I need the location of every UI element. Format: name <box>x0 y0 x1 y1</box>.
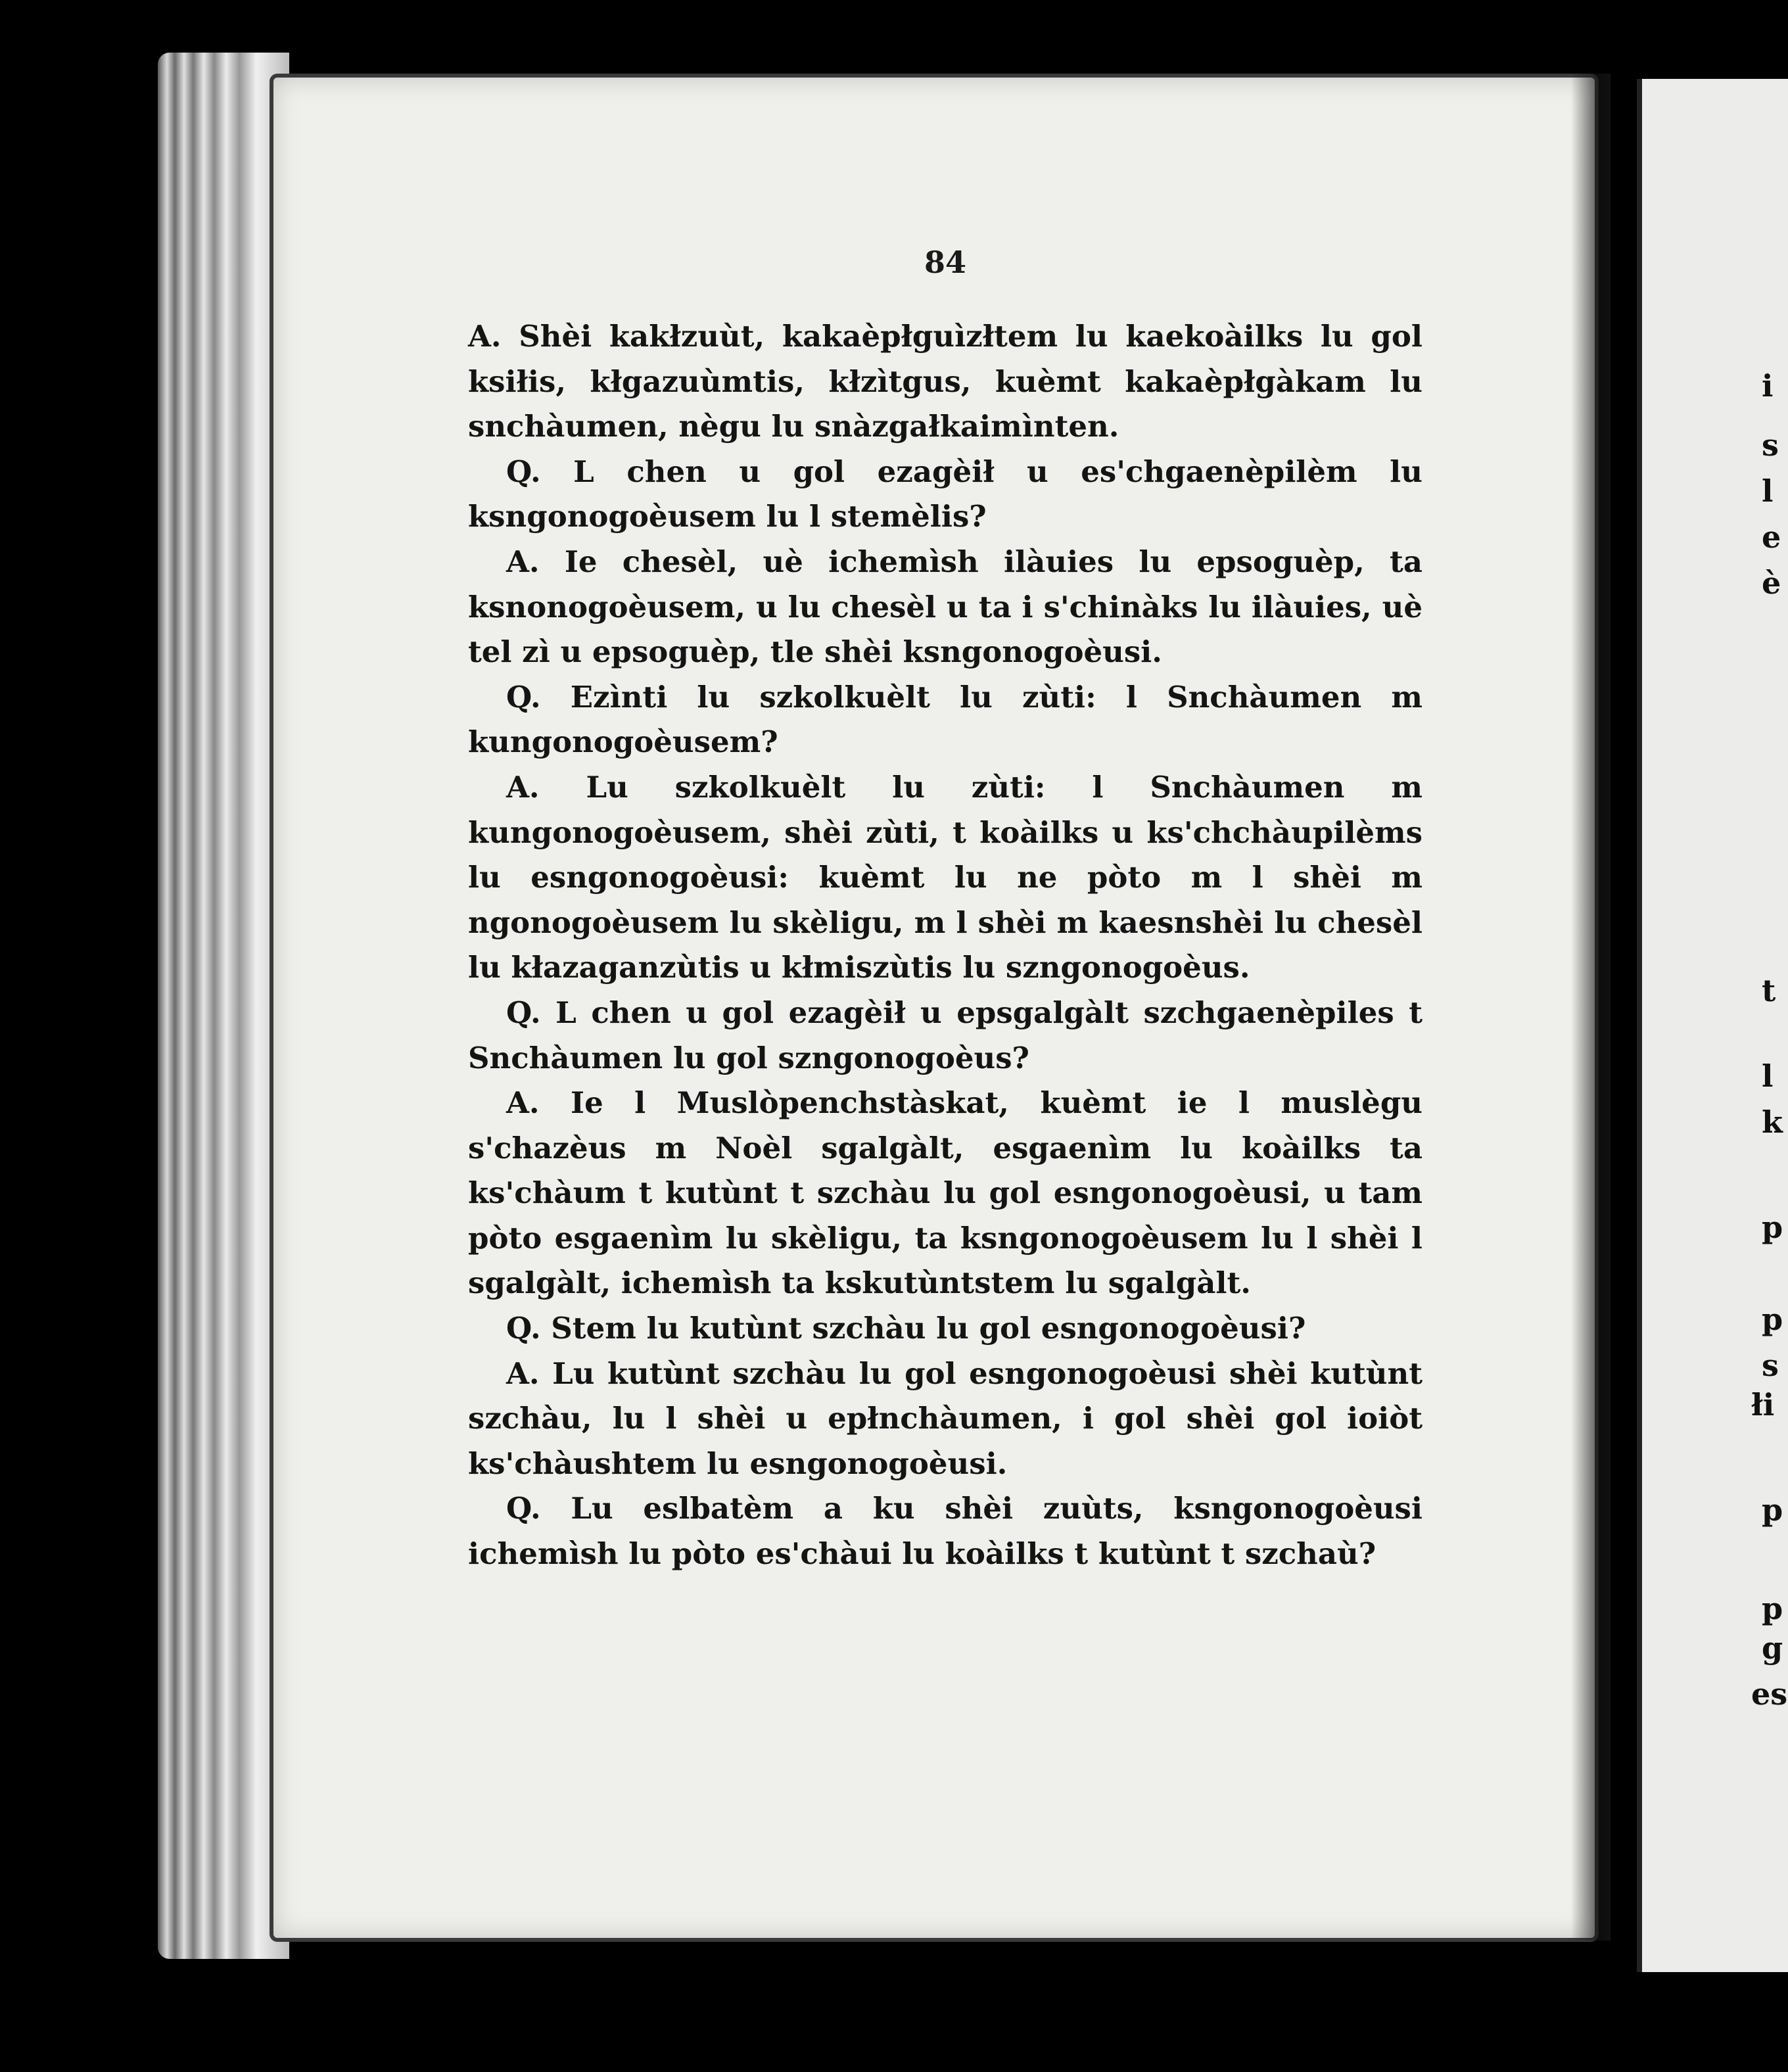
paragraph-label: Q. <box>506 1311 541 1346</box>
paragraph-text: Ie chesèl, uè ichemìsh ilàuies lu epsoguèp, ta ksnonogoèusem, u lu chesèl u ta i s'chinàks lu ilàuies, uè tel zì u epsoguèp, tle shèi ksngonogoèusi. <box>468 544 1423 670</box>
paragraph-label: A. <box>506 544 540 579</box>
paragraph <box>468 1352 1423 1487</box>
facing-page-fragment: l <box>1762 1058 1774 1094</box>
page-number: 84 <box>924 245 966 280</box>
paragraph-text: Lu kutùnt szchàu lu gol esngonogoèusi shèi kutùnt szchàu, lu l shèi u epłnchàumen, i gol shèi gol ioiòt ks'chàushtem lu esngonogoèusi. <box>468 1355 1423 1481</box>
paragraph-text: L chen u gol ezagèił u es'chgaenèpilèm lu ksngonogoèusem lu l stemèlis? <box>468 454 1423 534</box>
paragraph-text: Ezìnti lu szkolkuèlt lu zùti: l Snchàumen m kungonogoèusem? <box>468 679 1423 760</box>
paragraph-text: L chen u gol ezagèił u epsgalgàlt szchgaenèpiles t Snchàumen lu gol szngonogoèus? <box>468 995 1423 1075</box>
paragraph <box>468 1306 1423 1352</box>
catechism-text <box>468 314 1423 1577</box>
paragraph-text: Stem lu kutùnt szchàu lu gol esngonogoèusi? <box>551 1311 1306 1346</box>
facing-page-fragment: g <box>1762 1630 1783 1666</box>
facing-page-fragment: p <box>1762 1210 1783 1245</box>
paragraph-label: Q. <box>506 679 541 715</box>
facing-page-fragment: es <box>1751 1676 1788 1712</box>
paragraph-label: Q. <box>506 995 541 1030</box>
paragraph <box>468 675 1423 765</box>
paragraph <box>468 991 1423 1081</box>
facing-page-fragment: p <box>1762 1492 1783 1528</box>
paragraph <box>468 765 1423 991</box>
paragraph-text: Lu szkolkuèlt lu zùti: l Snchàumen m kungonogoèusem, shèi zùti, t koàilks u ks'chchàupilèms lu esngonogoèusi: kuèmt lu ne pòto m l shèi m ngonogoèusem lu skèligu, m l shèi m kaesnshèi lu chesèl lu kłazaganzùtis u kłmiszùtis lu szngonogoèus. <box>468 769 1423 985</box>
paragraph-label: A. <box>506 1355 540 1391</box>
facing-page-fragment: i <box>1762 368 1774 404</box>
facing-page-fragment: k <box>1762 1104 1783 1140</box>
paragraph-label: Q. <box>506 1491 541 1526</box>
paragraph <box>468 314 1423 450</box>
paragraph-label: A. <box>506 1085 540 1121</box>
paragraph-label: A. <box>506 769 540 805</box>
facing-page-fragment: l <box>1762 473 1774 509</box>
facing-page-fragment: p <box>1762 1591 1783 1626</box>
facing-page-fragment: è <box>1762 565 1781 601</box>
paragraph <box>468 450 1423 540</box>
paragraph-label: Q. <box>506 454 541 489</box>
facing-page-fragment: e <box>1762 519 1781 555</box>
paragraph-label: A. <box>468 319 502 354</box>
facing-page-fragment: t <box>1762 973 1776 1008</box>
paragraph-text: Shèi kakłzuùt, kakaèpłguìzłtem lu kaekoàilks lu gol ksiłis, kłgazuùmtis, kłzìtgus, kuèmt kakaèpłgàkam lu snchàumen, nègu lu snàzgałkaimìnten. <box>468 319 1423 444</box>
paragraph-text: Ie l Muslòpenchstàskat, kuèmt ie l muslègu s'chazèus m Noèl sgalgàlt, esgaenìm lu koàilks ta ks'chàum t kutùnt t szchàu lu gol esngonogoèusi, u tam pòto esgaenìm lu skèligu, ta ksngonogoèusem lu l shèi l sgalgàlt, ichemìsh ta kskutùntstem lu sgalgàlt. <box>468 1085 1423 1301</box>
paragraph <box>468 540 1423 675</box>
paragraph <box>468 1081 1423 1306</box>
facing-page-fragment: p <box>1762 1302 1783 1337</box>
facing-page-fragment: s <box>1762 427 1779 463</box>
facing-page-fragment: s <box>1762 1348 1779 1383</box>
paragraph <box>468 1486 1423 1576</box>
gutter-shadow <box>1571 74 1611 1941</box>
paragraph-text: Lu eslbatèm a ku shèi zuùts, ksngonogoèusi ichemìsh lu pòto es'chàui lu koàilks t kutùnt t szchaù? <box>468 1491 1423 1572</box>
facing-page-fragment: łi <box>1751 1387 1775 1423</box>
